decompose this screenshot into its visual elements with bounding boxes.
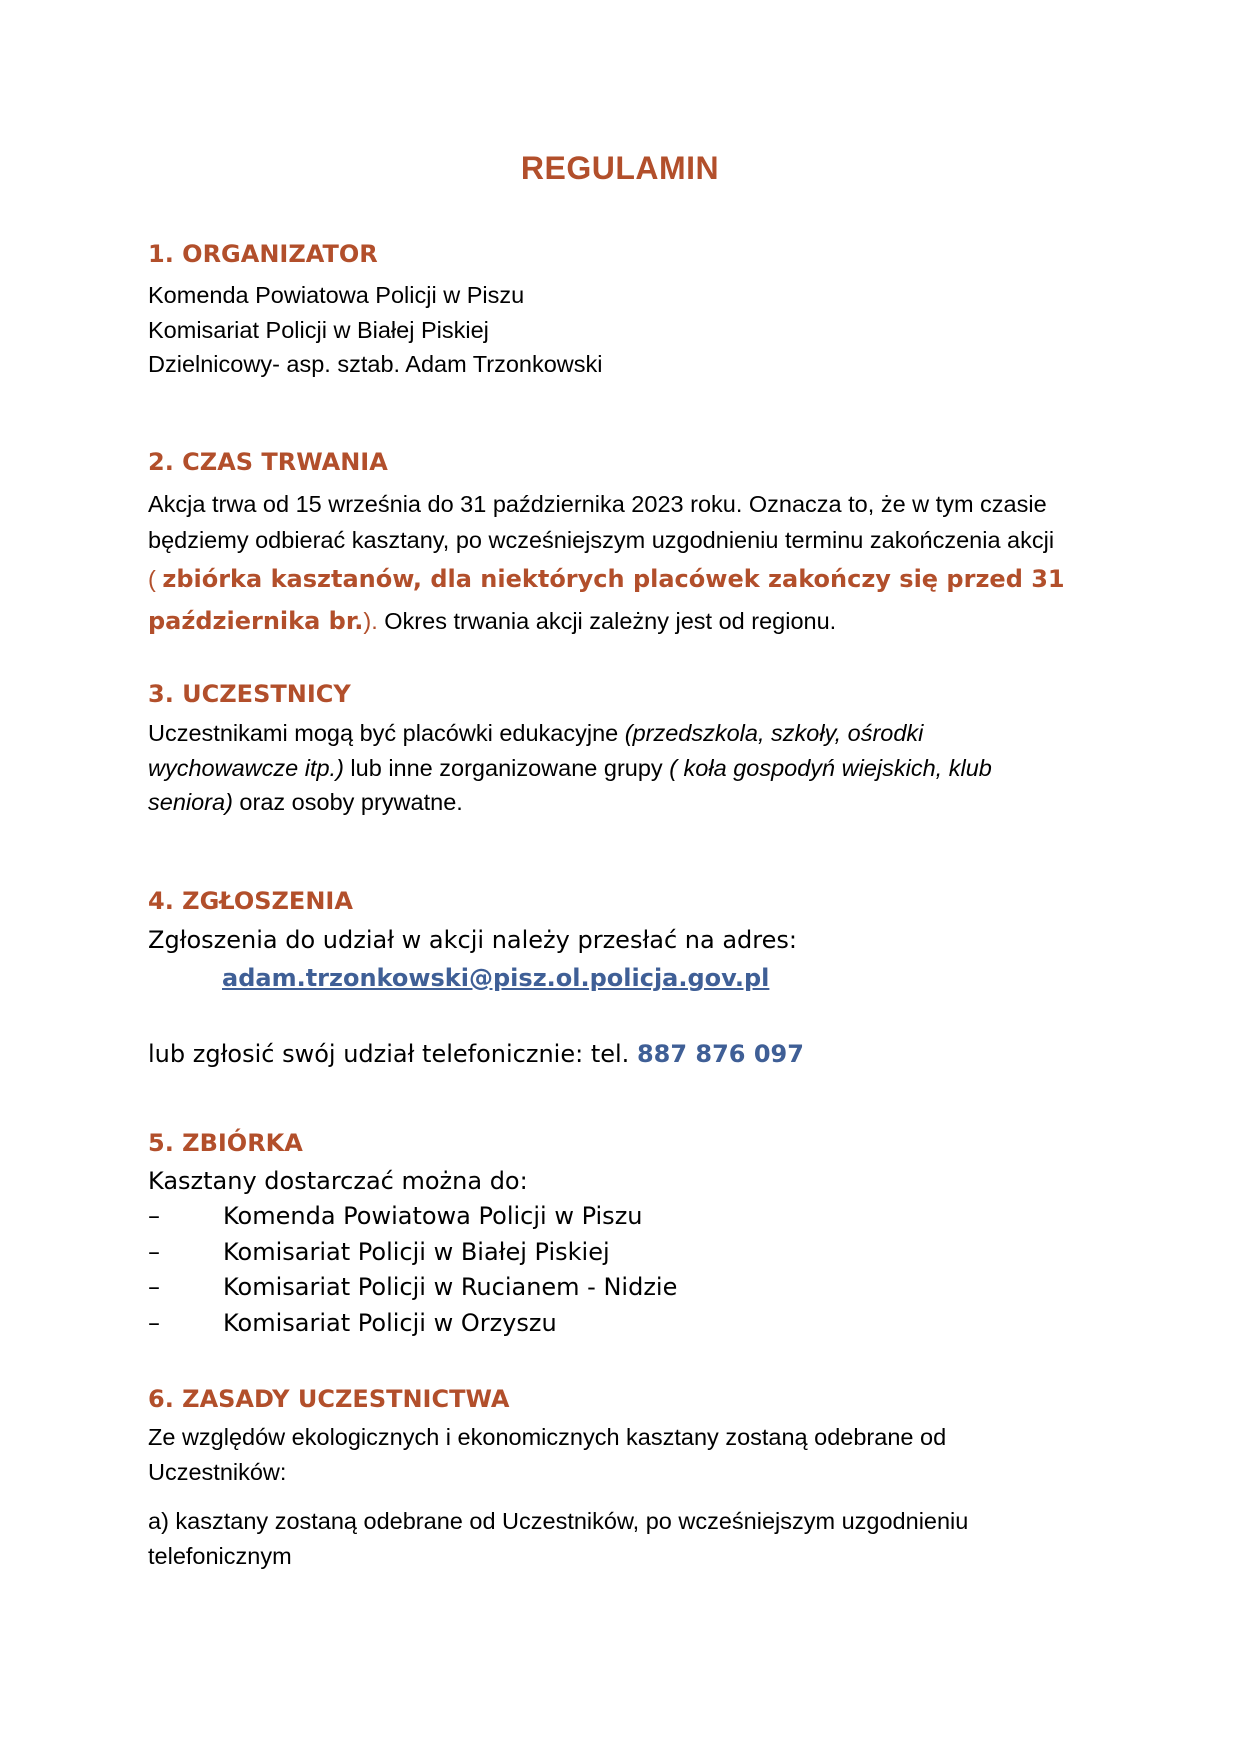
participants-text: Uczestnikami mogą być placówki edukacyjne [148, 720, 625, 746]
list-item-text: Komenda Powiatowa Policji w Piszu [223, 1202, 643, 1230]
participants-text: oraz osoby prywatne. [232, 789, 463, 815]
duration-line: będziemy odbierać kasztany, po wcześniejszym uzgodnieniu terminu zakończenia akcji [148, 527, 1055, 553]
dash-bullet: – [148, 1237, 160, 1266]
duration-paragraph [148, 486, 1128, 642]
duration-highlight: zbiórka kasztanów, dla niektórych placówek zakończy się przed 31 [162, 565, 1065, 593]
duration-after: Okres trwania akcji zależny jest od regionu. [377, 608, 837, 634]
close-paren: ). [363, 608, 378, 634]
section-heading-participants: 3. UCZESTNICY [148, 680, 351, 708]
rules-line: Uczestników: [148, 1458, 287, 1485]
participants-line [148, 751, 1128, 786]
dash-bullet: – [148, 1202, 160, 1230]
list-item-text: Komisariat Policji w Białej Piskiej [223, 1237, 610, 1266]
document-title: REGULAMIN [520, 150, 720, 186]
phone-prefix: lub zgłosić swój udział telefonicznie: tel. [148, 1040, 637, 1068]
duration-highlight: października br. [148, 607, 364, 635]
organizer-line: Dzielnicowy- asp. sztab. Adam Trzonkowski [148, 351, 603, 377]
participants-italic: ( koła gospodyń wiejskich, klub [669, 754, 992, 781]
dash-bullet: – [148, 1273, 160, 1301]
section-heading-collection: 5. ZBIÓRKA [148, 1129, 303, 1157]
list-item-text: Komisariat Policji w Orzyszu [223, 1308, 557, 1337]
section-heading-organizer: 1. ORGANIZATOR [148, 240, 378, 268]
rules-line: telefonicznym [148, 1542, 292, 1569]
participants-paragraph [148, 716, 1128, 820]
email-link[interactable]: adam.trzonkowski@pisz.ol.policja.gov.pl [222, 964, 770, 992]
list-item-text: Komisariat Policji w Rucianem - Nidzie [223, 1273, 678, 1301]
duration-line [148, 600, 1128, 642]
rules-item-a [148, 1504, 1128, 1573]
participants-line [148, 785, 1128, 820]
organizer-line: Komisariat Policji w Białej Piskiej [148, 316, 489, 343]
open-paren: ( [148, 566, 163, 592]
section-heading-duration: 2. CZAS TRWANIA [148, 448, 388, 476]
applications-email-line [222, 960, 1202, 996]
rules-line: a) kasztany zostaną odebrane od Uczestników, po wcześniejszym uzgodnieniu [148, 1508, 969, 1534]
participants-italic: wychowawcze itp.) [148, 754, 344, 781]
phone-number[interactable]: 887 876 097 [636, 1040, 804, 1068]
organizer-line: Komenda Powiatowa Policji w Piszu [148, 282, 525, 308]
participants-italic: seniora) [148, 789, 233, 815]
applications-phone-line [148, 1036, 1128, 1072]
rules-paragraph [148, 1420, 1128, 1489]
duration-line: Akcja trwa od 15 września do 31 października 2023 roku. Oznacza to, że w tym czasie [148, 491, 1047, 517]
section-heading-rules: 6. ZASADY UCZESTNICTWA [148, 1385, 510, 1413]
participants-line [148, 716, 1128, 751]
section-heading-applications: 4. ZGŁOSZENIA [148, 887, 353, 915]
participants-italic: (przedszkola, szkoły, ośrodki [624, 720, 924, 746]
collection-intro: Kasztany dostarczać można do: [148, 1167, 528, 1195]
participants-text: lub inne zorganizowane grupy [343, 754, 670, 781]
organizer-paragraph [148, 278, 1128, 382]
duration-highlight-line [148, 558, 1128, 600]
applications-intro: Zgłoszenia do udział w akcji należy przesłać na adres: [148, 926, 797, 954]
rules-line: Ze względów ekologicznych i ekonomicznych kasztany zostaną odebrane od [148, 1424, 947, 1450]
dash-bullet: – [148, 1308, 160, 1337]
